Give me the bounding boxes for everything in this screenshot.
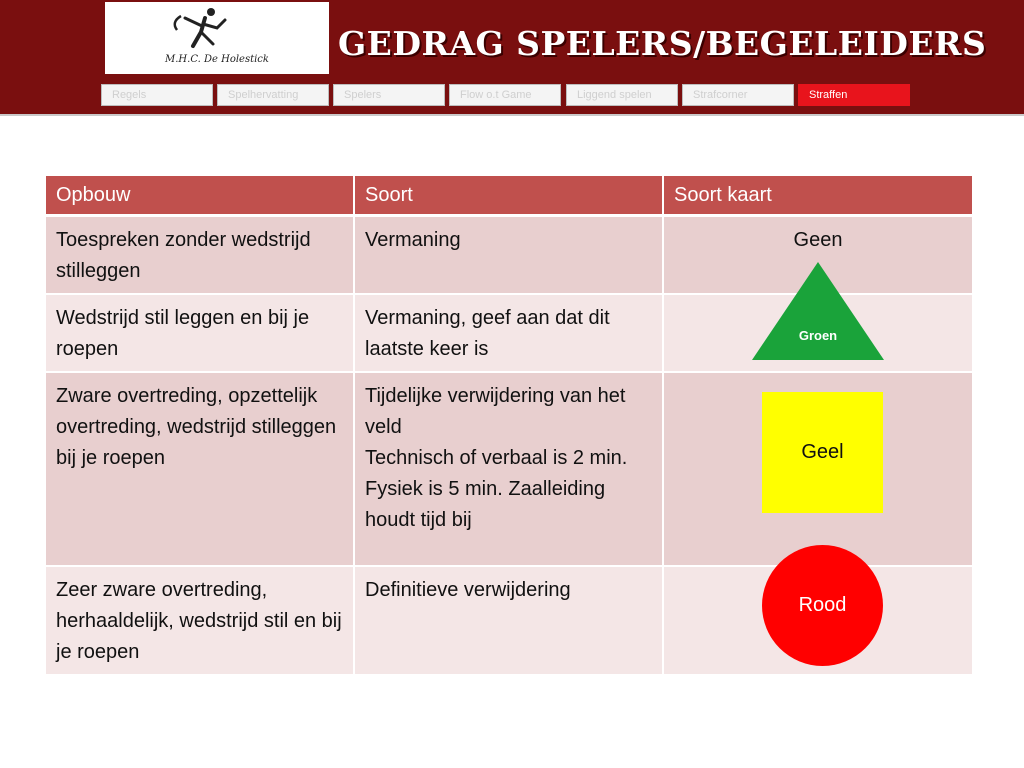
cell-soort: Definitieve verwijdering: [354, 566, 663, 675]
soort-line: Tijdelijke verwijdering van het veld: [365, 385, 626, 438]
cell-soort: Vermaning, geef aan dat dit laatste keer is: [354, 294, 663, 372]
nav-item-straffen[interactable]: Straffen: [798, 84, 910, 106]
nav-item-flow-game[interactable]: Flow o.t Game: [449, 84, 561, 106]
logo-text: M.H.C. De Holestick: [165, 54, 269, 65]
soort-line: Technisch of verbaal is 2 min.: [365, 447, 628, 469]
cell-opbouw: Toespreken zonder wedstrijd stilleggen: [45, 216, 354, 295]
cell-soort: [354, 372, 663, 566]
header-soort-kaart: Soort kaart: [663, 175, 973, 216]
nav-item-strafcorner[interactable]: Strafcorner: [682, 84, 794, 106]
table-header-row: [45, 175, 973, 216]
red-card-label: Rood: [798, 594, 847, 616]
yellow-card-label: Geel: [801, 441, 844, 463]
green-card-label: Groen: [798, 328, 838, 343]
red-card-circle: [762, 545, 883, 666]
cell-opbouw: Zware overtreding, opzettelijk overtreding, wedstrijd stilleggen bij je roepen: [45, 372, 354, 566]
cell-opbouw: Zeer zware overtreding, herhaaldelijk, wedstrijd stil en bij je roepen: [45, 566, 354, 675]
triangle-icon: [752, 262, 884, 360]
header-bar: [0, 0, 1024, 116]
nav-item-spelers[interactable]: Spelers: [333, 84, 445, 106]
yellow-card-square: [762, 392, 883, 513]
cell-opbouw: Wedstrijd stil leggen en bij je roepen: [45, 294, 354, 372]
header-soort: Soort: [354, 175, 663, 216]
nav-item-liggend-spelen[interactable]: Liggend spelen: [566, 84, 678, 106]
nav-item-spelhervatting[interactable]: Spelhervatting: [217, 84, 329, 106]
green-card-triangle: [752, 262, 884, 360]
soort-line: Fysiek is 5 min. Zaalleiding houdt tijd bij: [365, 478, 606, 531]
page-title: GEDRAG SPELERS/BEGELEIDERS: [338, 24, 987, 63]
club-logo: [105, 2, 329, 74]
cell-kaart: Geen: [663, 216, 973, 295]
header-opbouw: Opbouw: [45, 175, 354, 216]
cell-soort: Vermaning: [354, 216, 663, 295]
nav-item-regels[interactable]: Regels: [101, 84, 213, 106]
